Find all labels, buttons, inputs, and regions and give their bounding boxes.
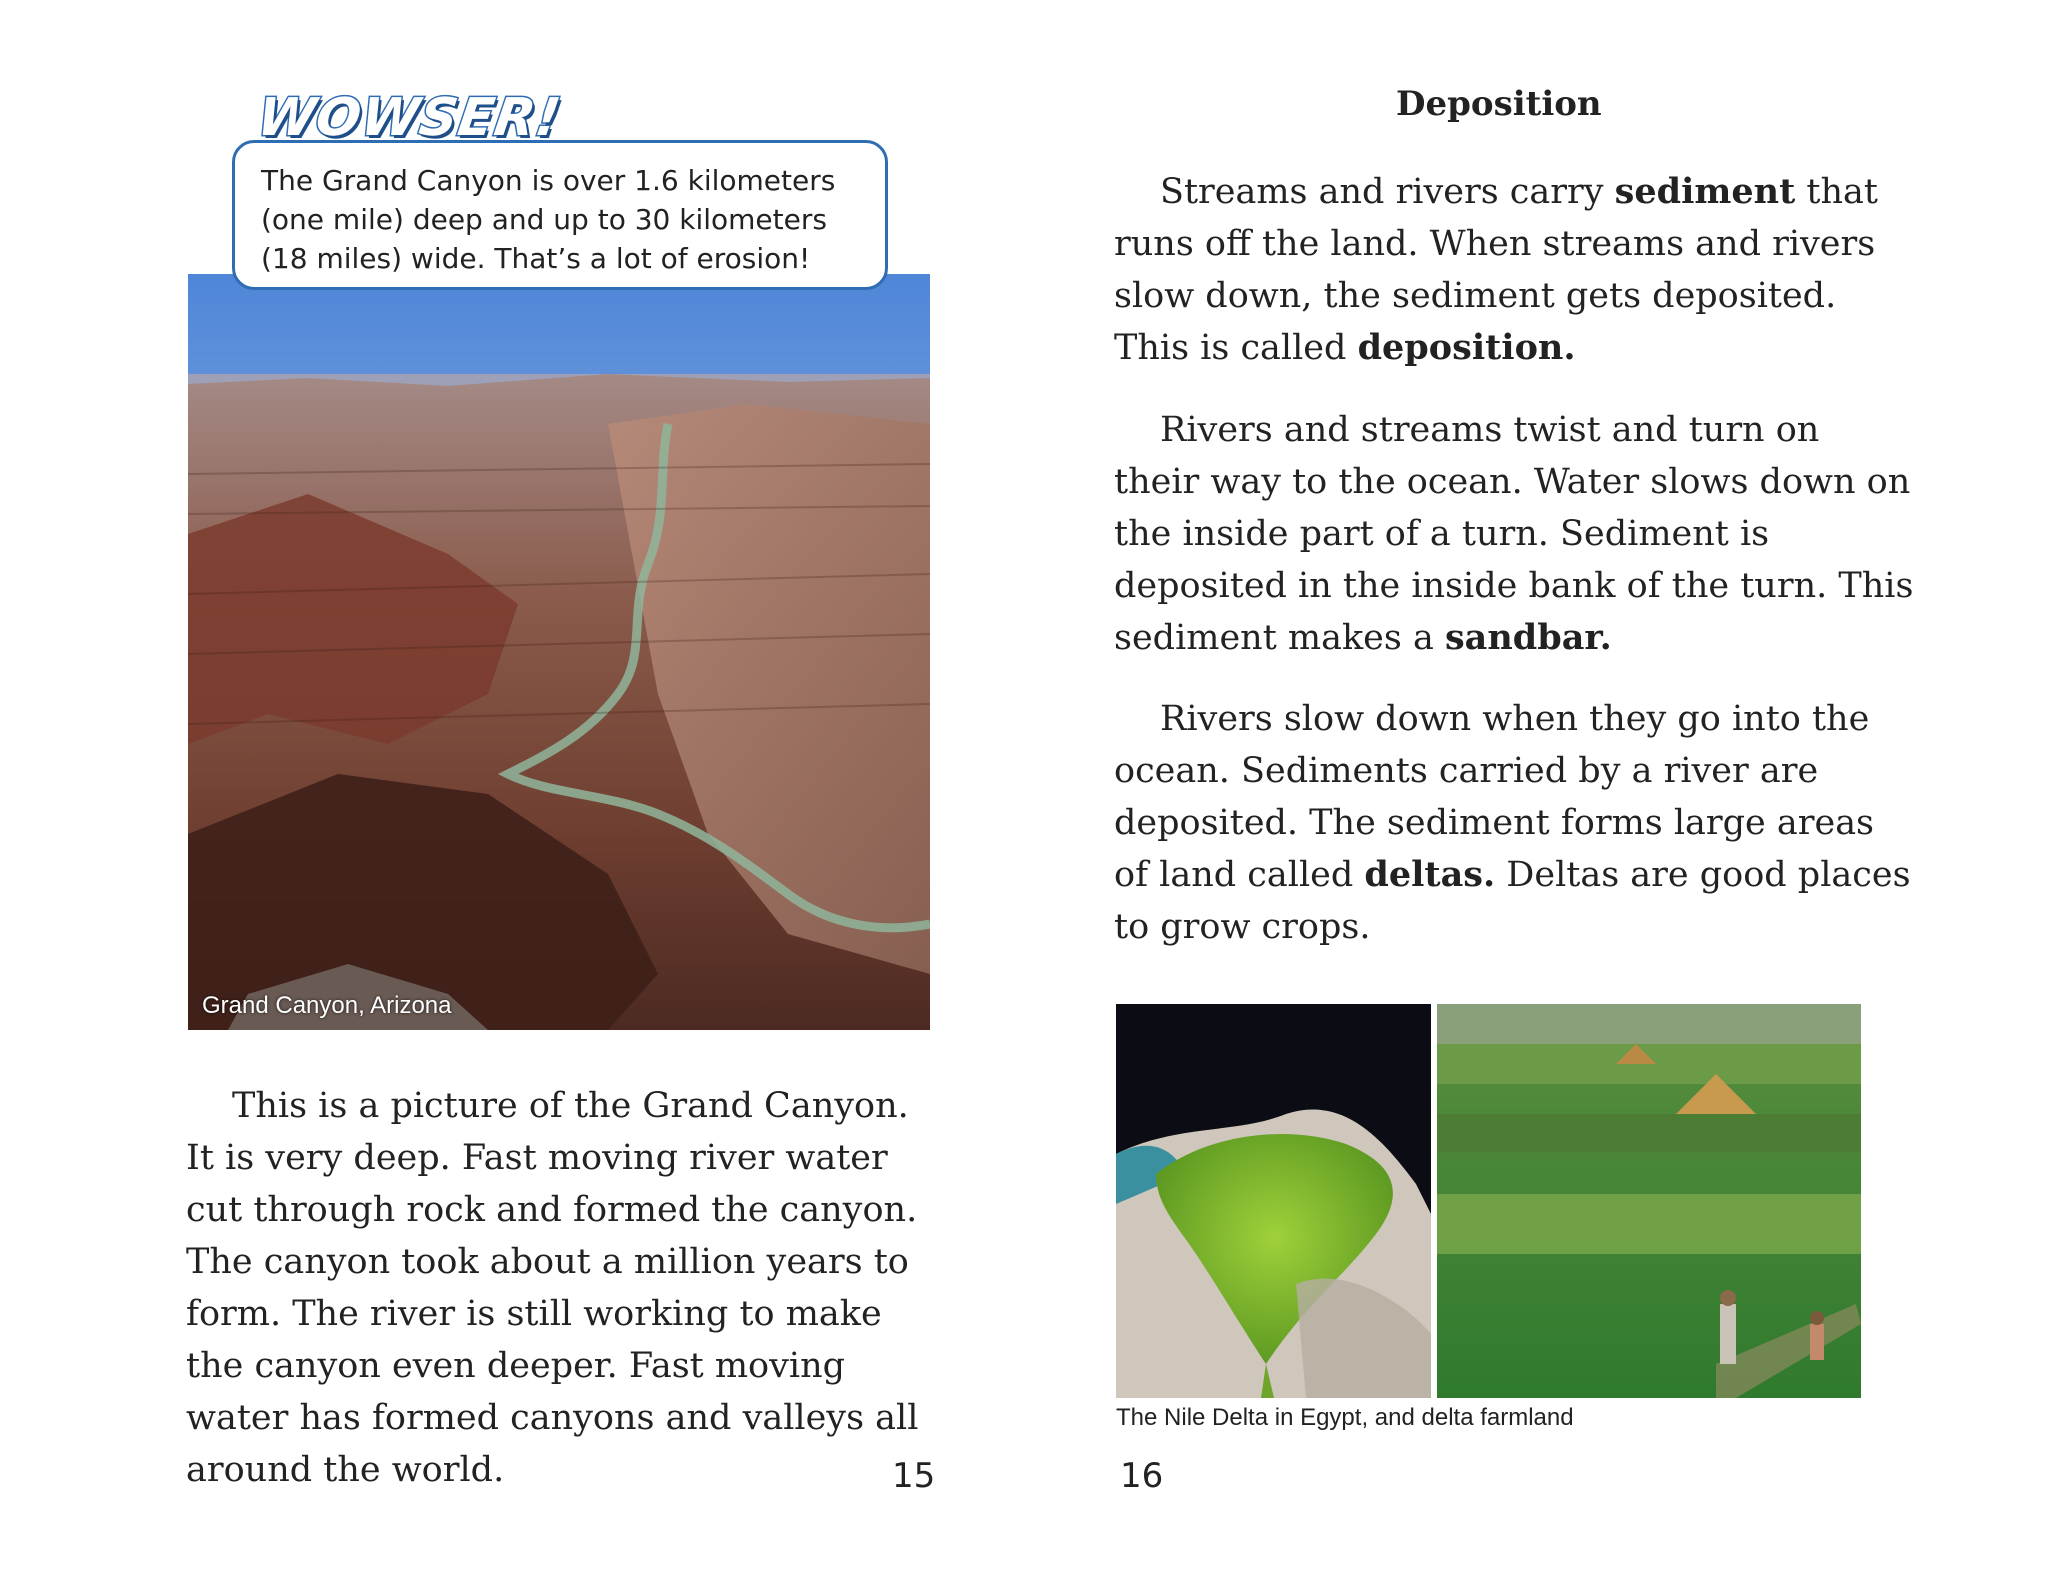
deposition-paragraph-3 xyxy=(1114,693,1914,953)
paragraph-2-segment-1: Rivers and streams twist and turn on their way to the ocean. Water slows down on the inside part of a turn. Sediment is deposited in the inside bank of the turn. This sediment makes a xyxy=(1114,410,1914,658)
section-heading: Deposition xyxy=(1396,84,1602,124)
wowser-callout xyxy=(232,140,888,290)
nile-delta-caption: The Nile Delta in Egypt, and delta farmland xyxy=(1116,1404,1574,1431)
paragraph-3-segment-3: Deltas are good places to grow crops. xyxy=(1114,855,1911,947)
term-deltas: deltas. xyxy=(1364,854,1496,895)
paragraph-1-segment-1: Streams and rivers carry xyxy=(1160,172,1615,212)
nile-delta-image xyxy=(1116,1004,1861,1398)
grand-canyon-paragraph xyxy=(186,1080,946,1496)
right-page xyxy=(1024,0,2048,1582)
deposition-paragraph-1 xyxy=(1114,166,1914,374)
term-sandbar: sandbar. xyxy=(1444,617,1612,658)
deposition-paragraph-2 xyxy=(1114,404,1914,664)
page-number-right: 16 xyxy=(1120,1456,1164,1496)
nile-delta-photos xyxy=(1116,1004,1861,1398)
grand-canyon-image xyxy=(188,274,930,1030)
grand-canyon-caption: Grand Canyon, Arizona xyxy=(202,992,452,1019)
paragraph-3-segment-1: Rivers slow down when they go into the ocean. Sediments carried by a river are deposited. The sediment forms large areas of land called xyxy=(1114,699,1875,895)
grand-canyon-paragraph-text: This is a picture of the Grand Canyon. It is very deep. Fast moving river water cut through rock and formed the canyon. The canyon took about a million years to form. The river is still working to make the canyon even deeper. Fast moving water has formed canyons and valleys all around the world. xyxy=(186,1086,919,1490)
term-deposition: deposition. xyxy=(1357,327,1576,368)
grand-canyon-photo xyxy=(188,274,930,1030)
paragraph-1-segment-3: that runs off the land. When streams and rivers slow down, the sediment gets deposited. This is called xyxy=(1114,172,1878,368)
page-number-left: 15 xyxy=(892,1456,936,1496)
wowser-title: WOWSER! xyxy=(253,88,565,148)
term-sediment: sediment xyxy=(1614,171,1796,212)
wowser-callout-text: The Grand Canyon is over 1.6 kilometers (one mile) deep and up to 30 kilometers (18 miles) wide. That’s a lot of erosion! xyxy=(261,164,836,275)
